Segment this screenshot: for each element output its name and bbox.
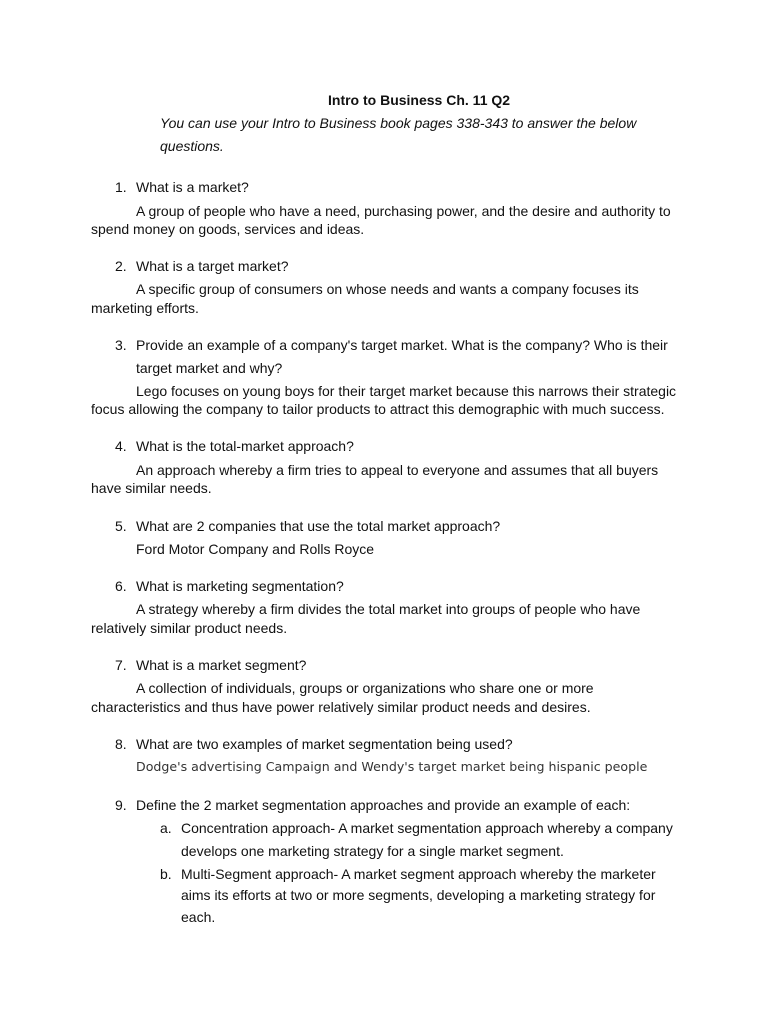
answer-text: Dodge's advertising Campaign and Wendy's target market being hispanic people — [136, 759, 648, 774]
question-text: Define the 2 market segmentation approaches and provide an example of each: — [136, 797, 631, 813]
question-number: 7. — [115, 657, 127, 673]
question-text: What is a market? — [136, 179, 249, 195]
page-title: Intro to Business Ch. 11 Q2 — [328, 92, 511, 108]
question-number: 2. — [115, 258, 127, 274]
sub-item-text: aims its efforts at two or more segments, developing a marketing strategy for — [181, 887, 656, 903]
answer-text: spend money on goods, services and ideas. — [91, 221, 365, 237]
question-text: What is the total-market approach? — [136, 438, 354, 454]
question-number: 4. — [115, 438, 127, 454]
question-text: What is a market segment? — [136, 657, 307, 673]
answer-text: A group of people who have a need, purchasing power, and the desire and authority to — [136, 203, 671, 219]
question-number: 1. — [115, 179, 127, 195]
question-number: 8. — [115, 736, 127, 752]
answer-text: have similar needs. — [91, 480, 212, 496]
sub-item-text: Concentration approach- A market segmentation approach whereby a company — [181, 820, 673, 836]
sub-item-text: develops one marketing strategy for a single market segment. — [181, 843, 564, 859]
question-number: 3. — [115, 337, 127, 353]
question-number: 6. — [115, 578, 127, 594]
answer-text: A specific group of consumers on whose needs and wants a company focuses its — [136, 281, 639, 297]
question-number: 5. — [115, 518, 127, 534]
answer-text: A strategy whereby a firm divides the total market into groups of people who have — [136, 601, 641, 617]
answer-text: An approach whereby a firm tries to appeal to everyone and assumes that all buyers — [136, 462, 659, 478]
question-text: What are two examples of market segmentation being used? — [136, 736, 513, 752]
question-text: target market and why? — [136, 360, 283, 376]
instructions-line-2: questions. — [160, 138, 224, 154]
instructions-line-1: You can use your Intro to Business book pages 338-343 to answer the below — [160, 115, 637, 131]
answer-text: marketing efforts. — [91, 300, 199, 316]
answer-text: A collection of individuals, groups or organizations who share one or more — [136, 680, 594, 696]
sub-item-letter: b. — [160, 866, 172, 882]
answer-text: Lego focuses on young boys for their target market because this narrows their strategic — [136, 383, 677, 399]
answer-text: relatively similar product needs. — [91, 620, 288, 636]
question-text: Provide an example of a company's target market. What is the company? Who is their — [136, 337, 668, 353]
answer-text: Ford Motor Company and Rolls Royce — [136, 541, 375, 557]
sub-item-text: each. — [181, 909, 216, 925]
question-number: 9. — [115, 797, 127, 813]
question-text: What are 2 companies that use the total market approach? — [136, 518, 501, 534]
sub-item-letter: a. — [160, 820, 172, 836]
question-text: What is a target market? — [136, 258, 289, 274]
sub-item-text: Multi-Segment approach- A market segment approach whereby the marketer — [181, 866, 656, 882]
question-text: What is marketing segmentation? — [136, 578, 344, 594]
answer-text: focus allowing the company to tailor products to attract this demographic with much success. — [91, 401, 665, 417]
answer-text: characteristics and thus have power relatively similar product needs and desires. — [91, 699, 591, 715]
